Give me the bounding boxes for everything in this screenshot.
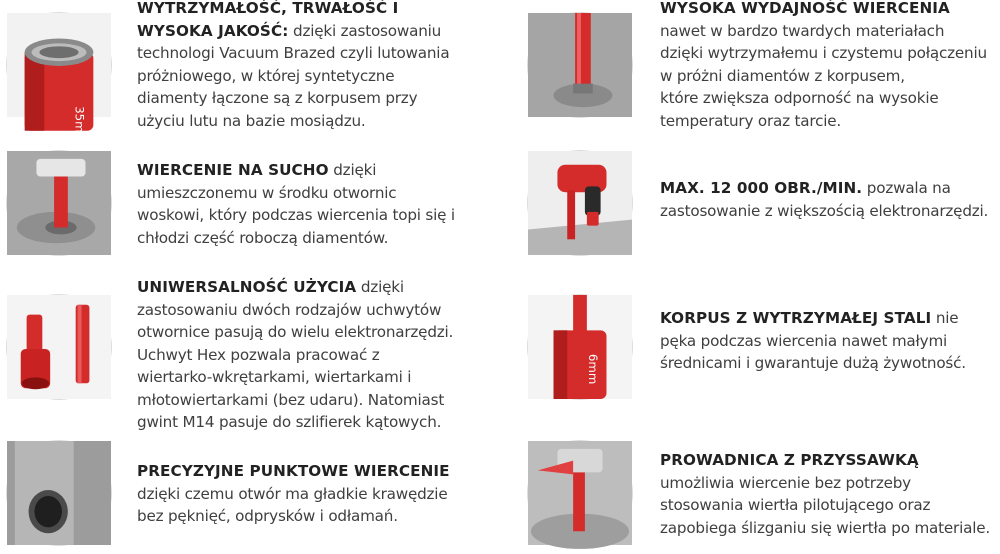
feature-body [500,270,1000,440]
feature-precision [0,440,500,554]
suction-guide-icon [527,440,633,546]
bit-size-label: 6mm [585,353,600,385]
feature-strength [0,0,500,150]
two-bits-icon [6,294,112,400]
feature-heading: PROWADNICA Z PRZYSSAWKĄ [660,451,919,469]
feature-text: PRECYZYJNE PUNKTOWE WIERCENIE dzięki czemu otwór ma gładkie krawędzie bez pęknięć, odprysków i odłamań. [137,462,450,525]
hole-in-tile-icon [6,440,112,546]
feature-text: UNIWERSALNOŚĆ UŻYCIA dzięki zastosowaniu dwóch rodzajów uchwytów otwornice pasują do wielu elektronarzędzi. Uchwyt Hex pozwala pracować z wiertarko-wkrętarkami, wiertarkami i młotowiertarkami (bez udaru). Natomiast gwint M14 pasuje do szlifierek kątowych. [137,278,454,431]
feature-text: WYSOKA WYDAJNOŚĆ WIERCENIA nawet w bardzo twardych materiałach dzięki wytrzymałemu i czystemu połączeniu w próżni diamentów z korpusem, które zwiększa odporność na wysokie temperatury oraz tarcie. [660,0,987,130]
drill-bit-icon [6,12,112,145]
feature-text: PROWADNICA Z PRZYSSAWKĄ umożliwia wiercenie bez potrzeby stosowania wiertła pilotującego oraz zapobiega ślizganiu się wiertła po materiale. [660,451,991,537]
feature-heading: PRECYZYJNE PUNKTOWE WIERCENIE [137,462,450,480]
drilling-tile-icon [6,150,112,256]
feature-guide [500,440,1000,554]
feature-text: KORPUS Z WYTRZYMAŁEJ STALI nie pęka podczas wiercenia nawet małymi średnicami i gwarantuje dużą żywotność. [660,309,966,372]
feature-text: WIERCENIE NA SUCHO dzięki umieszczonemu w środku otwornic woskowi, który podczas wiercenia topi się i chłodzi część roboczą diamentów. [137,161,455,247]
feature-heading: MAX. 12 000 OBR./MIN. [660,179,863,197]
feature-text: WYTRZYMAŁOŚĆ, TRWAŁOŚĆ I WYSOKA JAKOŚĆ: dzięki zastosowaniu technologi Vacuum Brazed czyli lutowania próżniowego, w której syntetyczne diamenty łączone są z korpusem przy użyciu lutu na bazie mosiądzu. [137,0,450,130]
feature-dry [0,150,500,270]
feature-heading: UNIWERSALNOŚĆ UŻYCIA [137,278,357,296]
feature-heading: WYSOKA WYDAJNOŚĆ WIERCENIA [660,0,950,17]
feature-universal [0,270,500,440]
bit-drilling-icon [527,12,633,118]
bit-size-label: 35mm [72,106,87,145]
feature-heading: WIERCENIE NA SUCHO [137,161,329,179]
steel-body-icon [527,294,633,400]
feature-heading-2: WYSOKA JAKOŚĆ: [137,21,289,40]
feature-text: MAX. 12 000 OBR./MIN. pozwala na zastosowanie z większością elektronarzędzi. [660,179,989,220]
feature-efficiency [500,0,1000,150]
feature-heading: KORPUS Z WYTRZYMAŁEJ STALI [660,309,932,327]
feature-rpm [500,150,1000,270]
feature-heading: WYTRZYMAŁOŚĆ, TRWAŁOŚĆ I [137,0,399,17]
drill-driver-icon [527,150,633,256]
